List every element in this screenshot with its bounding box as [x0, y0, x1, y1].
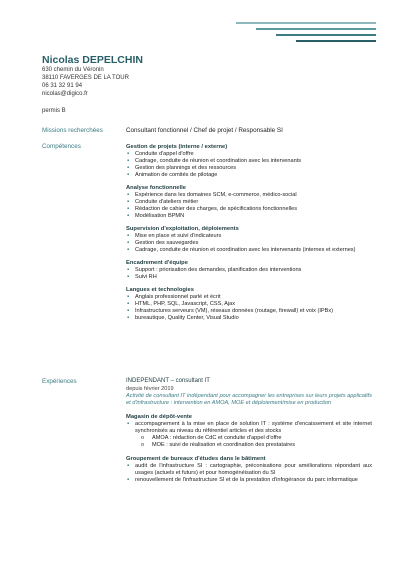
competences-groups [126, 143, 372, 322]
client-name: Groupement de bureaux d'études dans le bâtiment [126, 455, 266, 462]
competence-group-title: Gestion de projets (interne / externe) [126, 144, 228, 150]
section-label-competences: Compétences [42, 143, 81, 150]
competence-item: ▪ Cadrage, conduite de réunion et coordination avec les intervenants (internes et externes) [126, 247, 372, 254]
competence-item: ▪ bureautique, Quality Center, Visual Studio [126, 315, 372, 322]
competence-group-title: Supervision d'exploitation, déploiements [126, 226, 239, 232]
competence-item: ▪ Modélisation BPMN [126, 213, 372, 220]
competence-item: ▪ Suivi RH [126, 274, 372, 281]
competence-item: ▪ Infrastructures serveurs (VM), réseaux données (routage, firewall) et voix (IPBx) [126, 308, 372, 315]
client-list [126, 413, 372, 484]
competence-item: ▪ Mise en place et suivi d'indicateurs [126, 233, 372, 240]
competence-list [126, 233, 372, 254]
competence-item: ▪ Conduite d'appel d'offre [126, 151, 372, 158]
competence-list [126, 151, 372, 179]
competence-item: ▪ Gestion des sauvegardes [126, 240, 372, 247]
competence-group [126, 286, 372, 322]
competence-item: ▪ Animation de comités de pilotage [126, 172, 372, 179]
client-subtask: o MOE : suivi de réalisation et coordination des prestataires [126, 442, 372, 449]
experience-date: depuis février 2019 [126, 385, 174, 392]
client-subtask: o AMOA : rédaction de CdC et conduite d'appel d'offre [126, 435, 372, 442]
competence-item: ▪ Cadrage, conduite de réunion et coordination avec les intervenants [126, 158, 372, 165]
competence-list [126, 267, 372, 281]
competence-item: ▪ Expérience dans les domaines SCM, e-commerce, médico-social [126, 192, 372, 199]
cv-header [42, 54, 372, 115]
client-task: ▪ accompagnement à la mise en place de solution IT : système d'encaissement et site internet synchronisés au niveau du référentiel articles et des stocks [126, 421, 372, 435]
client-task-list [126, 421, 372, 449]
client-task-list [126, 463, 372, 484]
competence-item: ▪ Conduite d'ateliers métier [126, 199, 372, 206]
competence-group [126, 143, 372, 179]
experiences-section [42, 378, 372, 484]
competence-list [126, 294, 372, 322]
address-street: 630 chemin du Véronin [42, 67, 104, 73]
missions-value: Consultant fonctionnel / Chef de projet / Responsable SI [126, 127, 283, 134]
competence-group [126, 184, 372, 220]
email-address: nicolas@digico.fr [42, 91, 88, 97]
section-label-experiences: Expériences [42, 378, 77, 385]
competences-section [42, 143, 372, 327]
competence-list [126, 192, 372, 220]
decorative-line [276, 34, 376, 36]
competence-group [126, 259, 372, 281]
competence-group-title: Encadrement d'équipe [126, 260, 188, 266]
address-city: 38110 FAVERGES DE LA TOUR [42, 75, 129, 81]
competence-item: ▪ Rédaction de cahier des charges, de spécifications fonctionnelles [126, 206, 372, 213]
section-label-missions: Missions recherchées [42, 127, 103, 134]
client-name: Magasin de dépôt-vente [126, 413, 193, 420]
competence-item: ▪ Support : priorisation des demandes, planification des interventions [126, 267, 372, 274]
phone-number: 06 31 32 91 94 [42, 83, 83, 89]
client-task: ▪ audit de l'infrastructure SI : cartographie, préconisations pour améliorations répondant aux usages (actuels et futurs) et pour homogénéisation du SI [126, 463, 372, 477]
experience-title: INDEPENDANT – consultant IT [126, 378, 210, 384]
missions-section [42, 127, 372, 134]
competence-group-title: Analyse fonctionnelle [126, 185, 186, 191]
person-name: Nicolas DEPELCHIN [42, 54, 143, 66]
decorative-line [296, 40, 376, 42]
driving-licence: permis B [42, 108, 66, 114]
decorative-line [236, 22, 376, 24]
competence-item: ▪ Anglais professionnel parlé et écrit [126, 294, 372, 301]
competence-group-title: Langues et technologies [126, 287, 194, 293]
client-task: ▪ renouvellement de l'infrastructure SI et de la prestation d'infogérance du parc informatique [126, 477, 372, 484]
competence-item: ▪ Gestion des plannings et des ressources [126, 165, 372, 172]
decorative-line [256, 28, 376, 30]
experience-description: Activité de consultant IT indépendant pour accompagner les entreprises sur leurs projets applicatifs et d'infrastructure : intervention en AMOA, MOE et déploiement/mise en production [126, 392, 372, 406]
competence-group [126, 225, 372, 254]
competence-item: ▪ HTML, PHP, SQL, Javascript, CSS, Ajax [126, 301, 372, 308]
